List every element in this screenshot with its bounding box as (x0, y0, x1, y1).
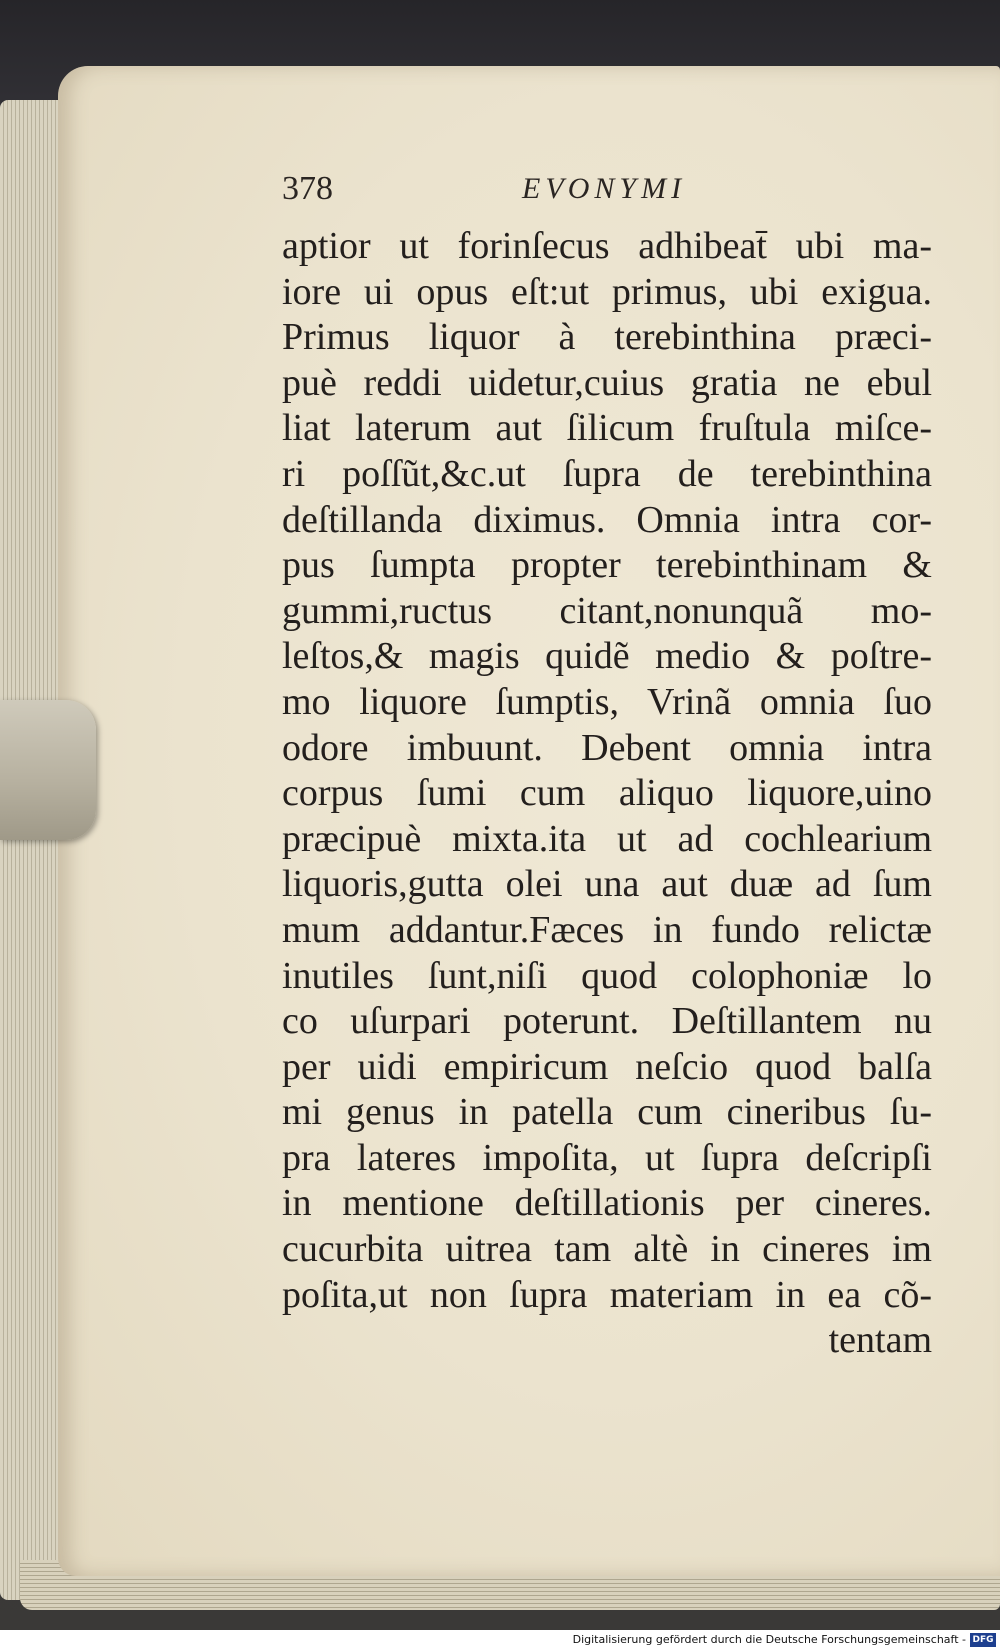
digitization-footer (0, 1630, 1000, 1651)
catchword: tentam (828, 1319, 932, 1362)
text-line: co uſurpari poterunt. Deſtillantem nu (282, 1000, 932, 1043)
text-line: deſtillanda diximus. Omnia intra cor- (282, 498, 932, 541)
text-line: inutiles ſunt,niſi quod colophoniæ lo (282, 954, 932, 997)
text-line: ri poſſũt,&c.ut ſupra de terebinthina (282, 452, 932, 495)
text-line: pra lateres impoſita, ut ſupra deſcripſi (282, 1136, 932, 1179)
text-line: mi genus in patella cum cineribus ſu- (282, 1091, 932, 1134)
text-line: liat laterum aut ſilicum fruſtula miſce- (282, 407, 932, 450)
text-line: in mentione deſtillationis per cineres. (282, 1182, 932, 1225)
page-number: 378 (282, 170, 333, 207)
text-line: cucurbita uitrea tam altè in cineres im (282, 1228, 932, 1271)
text-line: liquoris,gutta olei una aut duæ ad ſum (282, 863, 932, 906)
running-head: EVONYMI (522, 172, 687, 205)
text-line: poſita,ut non ſupra materiam in ea cõ- (282, 1273, 932, 1316)
text-line: leſtos,& magis quidẽ medio & poſtre- (282, 635, 932, 678)
text-line: aptior ut forinſecus adhibeat̄ ubi ma- (282, 225, 932, 267)
text-line: per uidi empiricum neſcio quod balſa (282, 1045, 932, 1088)
text-line: gummi,ructus citant,nonunquã mo- (282, 589, 932, 632)
dfg-logo-icon: DFG (970, 1633, 996, 1647)
text-line: odore imbuunt. Debent omnia intra (282, 726, 932, 769)
text-line: pus ſumpta propter terebinthinam & (282, 544, 932, 587)
text-line: Primus liquor à terebinthina præci- (282, 316, 932, 359)
text-block (282, 224, 932, 1364)
text-line: præcipuè mixta.ita ut ad cochlearium (282, 817, 932, 860)
text-line: mo liquore ſumptis, Vrinã omnia ſuo (282, 680, 932, 723)
page-clip (0, 700, 96, 840)
text-line: iore ui opus eſt:ut primus, ubi exigua. (282, 270, 932, 313)
footer-credit: Digitalisierung gefördert durch die Deutsche Forschungsgemeinschaft - (572, 1633, 966, 1646)
text-line: puè reddi uidetur,cuius gratia ne ebul (282, 361, 932, 404)
page-header (282, 170, 922, 210)
text-line: corpus ſumi cum aliquo liquore,uino (282, 772, 932, 815)
text-line: mum addantur.Fæces in fundo relictæ (282, 908, 932, 951)
